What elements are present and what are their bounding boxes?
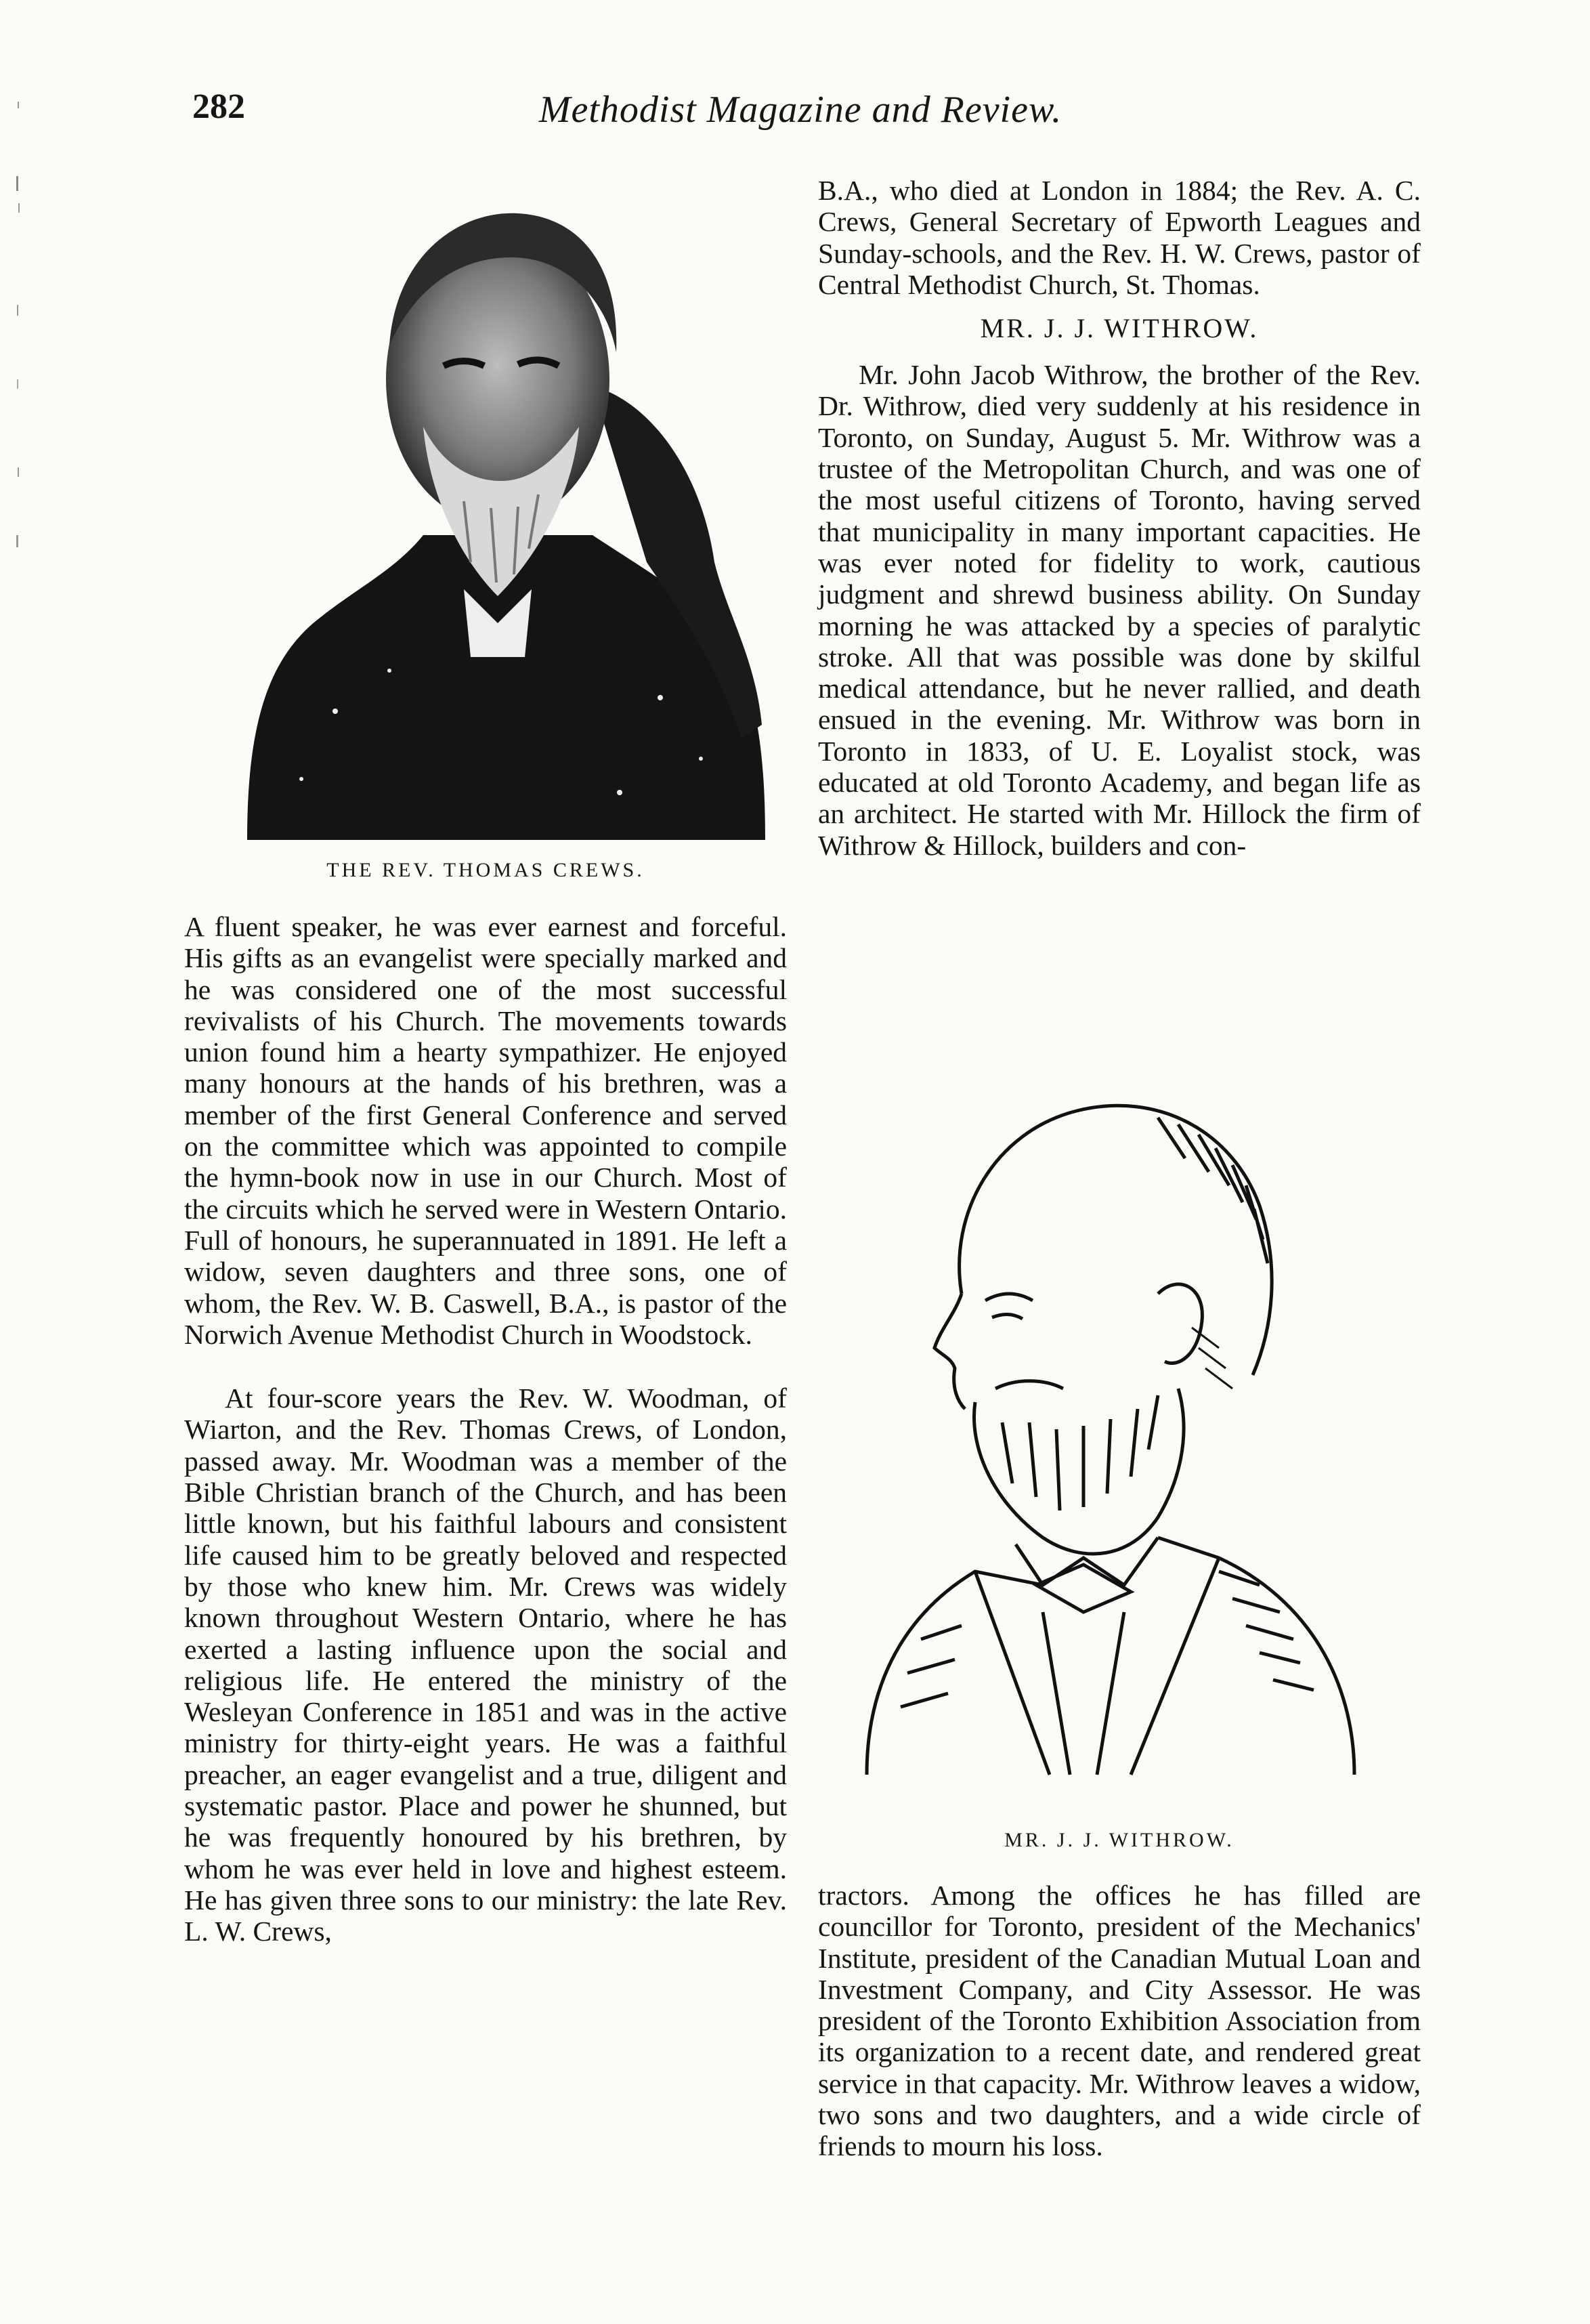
paragraph-woodman-crews: At four-score years the Rev. W. Woodman, of Wiarton, and the Rev. Thomas Crews, of London, passed away. Mr. Woodman was a member of the Bible Christian branch of the Church, and has been little known, but his faithful labours and consistent life caused him to be greatly beloved and respected by those who knew him. Mr. Crews was widely known throughout Western Ontario, where he has exerted a lasting influence upon the social and religious life. He entered the ministry of the Wesleyan Conference in 1851 and was in the active ministry for thirty-eight years. He was a faithful preacher, an eager evangelist and a true, diligent and systematic pastor. Place and power he shunned, but he was frequently honoured by his brethren, by whom he was ever held in love and highest esteem. He has given three sons to our ministry: the late Rev. L. W. Crews, (184, 1382, 787, 1947)
paragraph-withrow-offices: tractors. Among the offices he has filled are councillor for Toronto, president of the Mechanics' Institute, president of the Canadian Mutual Loan and Investment Company, and City Assessor. He was president of the Toronto Exhibition Association from its organization to a recent date, and rendered great service in that capacity. Mr. Withrow leaves a widow, two sons and two daughters, and a wide circle of friends to mourn his loss. (818, 1880, 1421, 2162)
margin-specks (14, 102, 27, 576)
caption-thomas-crews: THE REV. THOMAS CREWS. (326, 859, 645, 881)
section-heading-withrow: MR. J. J. WITHROW. (980, 313, 1259, 344)
paragraph-crews-tribute: A fluent speaker, he was ever earnest and forceful. His gifts as an evangelist were specially marked and he was considered one of the most successful revivalists of his Church. The movements towards union found him a hearty sympathizer. He enjoyed many honours at the hands of his brethren, was a member of the first General Conference and served on the committee which was appointed to compile the hymn-book now in use in our Church. Most of the circuits which he served were in Western Ontario. Full of honours, he superannuated in 1891. He left a widow, seven daughters and three sons, one of whom, the Rev. W. B. Caswell, B.A., is pastor of the Norwich Avenue Methodist Church in Woodstock. (184, 911, 787, 1350)
running-title: Methodist Magazine and Review. (538, 89, 1062, 131)
paragraph-withrow-obituary: Mr. John Jacob Withrow, the brother of the Rev. Dr. Withrow, died very suddenly at his residence in Toronto, on Sunday, August 5. Mr. Withrow was a trustee of the Metropolitan Church, and was one of the most useful citizens of Toronto, having served that municipality in many important capacities. He was ever noted for fidelity to work, cautious judgment and shrewd business ability. On Sunday morning he was attacked by a species of paralytic stroke. All that was possible was done by skilful medical attendance, but he never rallied, and death ensued in the evening. Mr. Withrow was born in Toronto in 1833, of U. E. Loyalist stock, was educated at old Toronto Academy, and began life as an architect. He started with Mr. Hillock the firm of Withrow & Hillock, builders and con- (818, 359, 1421, 861)
left-column (184, 911, 787, 1947)
right-column-top (818, 175, 1421, 861)
caption-jj-withrow: MR. J. J. WITHROW. (1004, 1829, 1234, 1851)
portrait-jj-withrow (840, 1070, 1368, 1781)
right-column-bottom (818, 1880, 1421, 2162)
page-number: 282 (192, 87, 245, 126)
portrait-thomas-crews (240, 183, 769, 840)
paragraph-crews-sons: B.A., who died at London in 1884; the Rev. A. C. Crews, General Secretary of Epworth Leagues and Sunday-schools, and the Rev. H. W. Crews, pastor of Central Methodist Church, St. Thomas. (818, 175, 1421, 300)
page-header (184, 80, 1417, 141)
